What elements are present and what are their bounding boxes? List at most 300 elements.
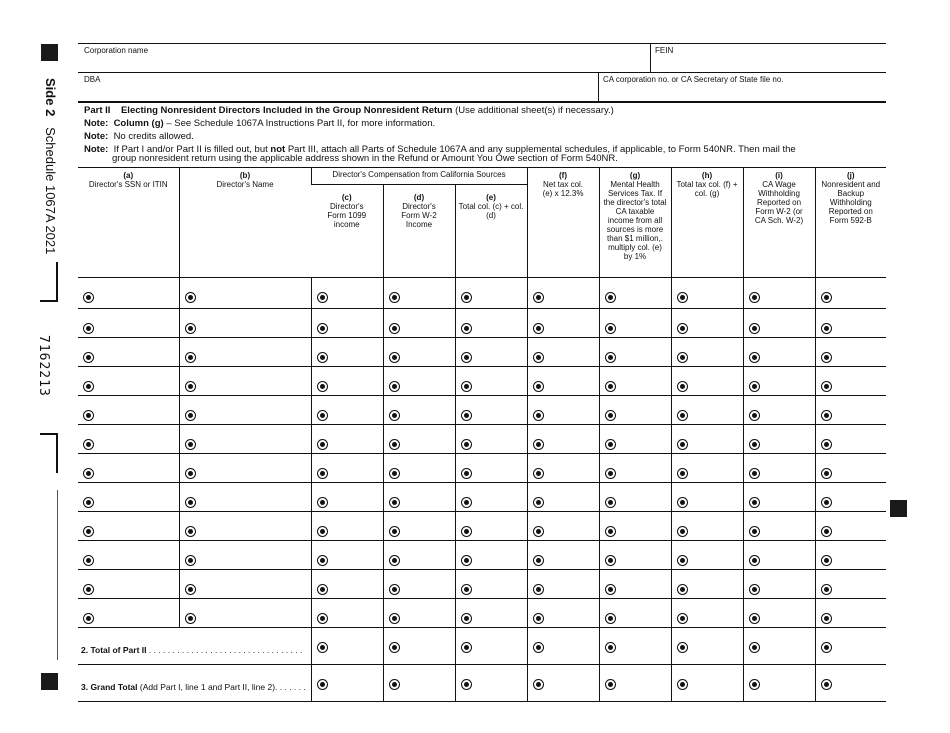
- cell-c[interactable]: [311, 396, 383, 425]
- part2-title: [84, 105, 614, 116]
- field-marker-icon: [185, 381, 196, 392]
- cell-d[interactable]: [383, 483, 455, 512]
- field-marker-icon: [185, 613, 196, 624]
- bracket-top: [40, 262, 58, 302]
- field-marker-icon: [821, 584, 832, 595]
- cell-j[interactable]: [815, 278, 886, 309]
- cell-a[interactable]: [78, 367, 179, 396]
- field-marker-icon: [461, 352, 472, 363]
- field-marker-icon: [185, 555, 196, 566]
- grand-total-row-label: [78, 665, 311, 702]
- field-marker-icon: [605, 526, 616, 537]
- total-cell-d[interactable]: [383, 628, 455, 665]
- cell-h[interactable]: [671, 570, 743, 599]
- cell-g[interactable]: [599, 425, 671, 454]
- field-marker-icon: [317, 555, 328, 566]
- field-marker-icon: [533, 439, 544, 450]
- field-marker-icon: [389, 642, 400, 653]
- field-marker-icon: [749, 526, 760, 537]
- cell-a[interactable]: [78, 512, 179, 541]
- total-cell-i[interactable]: [743, 665, 815, 702]
- cell-b[interactable]: [179, 512, 311, 541]
- side-number: Side 2: [43, 78, 58, 117]
- field-marker-icon: [677, 410, 688, 421]
- total-cell-e[interactable]: [455, 628, 527, 665]
- cell-c[interactable]: [311, 512, 383, 541]
- field-marker-icon: [749, 323, 760, 334]
- field-marker-icon: [461, 526, 472, 537]
- field-marker-icon: [677, 381, 688, 392]
- cell-j[interactable]: [815, 512, 886, 541]
- director-row: [78, 278, 886, 309]
- cell-c[interactable]: [311, 454, 383, 483]
- cell-c[interactable]: [311, 570, 383, 599]
- cell-b[interactable]: [179, 541, 311, 570]
- field-marker-icon: [821, 613, 832, 624]
- cell-d[interactable]: [383, 338, 455, 367]
- field-marker-icon: [533, 642, 544, 653]
- field-marker-icon: [605, 613, 616, 624]
- field-marker-icon: [389, 613, 400, 624]
- col-i-text: CA Wage Withholding Reported on Form W-2 (or CA Sch. W-2): [754, 180, 804, 225]
- field-marker-icon: [749, 292, 760, 303]
- cell-c[interactable]: [311, 599, 383, 628]
- field-marker-icon: [605, 410, 616, 421]
- cell-e[interactable]: [455, 599, 527, 628]
- total-cell-f[interactable]: [527, 665, 599, 702]
- field-marker-icon: [83, 323, 94, 334]
- cell-g[interactable]: [599, 512, 671, 541]
- cell-h[interactable]: [671, 483, 743, 512]
- cell-g[interactable]: [599, 396, 671, 425]
- cell-d[interactable]: [383, 541, 455, 570]
- cell-j[interactable]: [815, 396, 886, 425]
- col-d-text: Director's Form W-2 Income: [401, 202, 437, 229]
- grand-total-row: [78, 665, 886, 702]
- total-label: 2. Total of Part II: [81, 645, 147, 655]
- cell-i[interactable]: [743, 541, 815, 570]
- ca-corp-label: CA corporation no. or CA Secretary of State file no.: [603, 75, 784, 84]
- cell-c[interactable]: [311, 278, 383, 309]
- cell-e[interactable]: [455, 541, 527, 570]
- field-marker-icon: [461, 497, 472, 508]
- fein-divider: [650, 43, 651, 72]
- cell-b[interactable]: [179, 396, 311, 425]
- col-b-text: Director's Name: [216, 180, 274, 189]
- cell-a[interactable]: [78, 599, 179, 628]
- cell-a[interactable]: [78, 278, 179, 309]
- note1-bold: Column (g): [113, 118, 164, 129]
- cell-b[interactable]: [179, 309, 311, 338]
- cell-f[interactable]: [527, 483, 599, 512]
- note-label: Note:: [84, 144, 109, 155]
- total-part2-row: [78, 628, 886, 665]
- field-marker-icon: [749, 642, 760, 653]
- cell-h[interactable]: [671, 338, 743, 367]
- field-marker-icon: [821, 468, 832, 479]
- field-marker-icon: [605, 468, 616, 479]
- field-marker-icon: [83, 497, 94, 508]
- field-marker-icon: [677, 679, 688, 690]
- col-i-header: [743, 167, 815, 278]
- field-marker-icon: [821, 323, 832, 334]
- field-marker-icon: [605, 439, 616, 450]
- field-marker-icon: [317, 468, 328, 479]
- cell-d[interactable]: [383, 278, 455, 309]
- cell-i[interactable]: [743, 338, 815, 367]
- total-cell-j[interactable]: [815, 665, 886, 702]
- director-row: [78, 396, 886, 425]
- field-marker-icon: [317, 642, 328, 653]
- note-label: Note:: [84, 118, 109, 129]
- field-marker-icon: [461, 642, 472, 653]
- field-marker-icon: [461, 381, 472, 392]
- col-f-text: Net tax col. (e) x 12.3%: [542, 180, 584, 198]
- cell-a[interactable]: [78, 425, 179, 454]
- col-f-letter: (f): [559, 171, 568, 180]
- note3-text-b: Part III, attach all Parts of Schedule 1067A and any supplemental schedules, if applicable, to Form 540NR. Then mail the: [287, 144, 796, 155]
- director-row: [78, 570, 886, 599]
- cell-g[interactable]: [599, 541, 671, 570]
- field-marker-icon: [821, 642, 832, 653]
- cell-d[interactable]: [383, 425, 455, 454]
- note3-not: not: [270, 144, 286, 155]
- field-marker-icon: [677, 584, 688, 595]
- cell-b[interactable]: [179, 483, 311, 512]
- cell-e[interactable]: [455, 454, 527, 483]
- cell-f[interactable]: [527, 367, 599, 396]
- cell-a[interactable]: [78, 396, 179, 425]
- director-row: [78, 309, 886, 338]
- cell-e[interactable]: [455, 396, 527, 425]
- field-marker-icon: [821, 555, 832, 566]
- total-cell-h[interactable]: [671, 665, 743, 702]
- col-g-letter: (g): [629, 171, 641, 180]
- field-marker-icon: [533, 497, 544, 508]
- cell-j[interactable]: [815, 483, 886, 512]
- field-marker-icon: [83, 352, 94, 363]
- header-top-rule: [78, 43, 886, 44]
- cell-b[interactable]: [179, 278, 311, 309]
- cell-h[interactable]: [671, 367, 743, 396]
- cell-d[interactable]: [383, 512, 455, 541]
- director-row: [78, 599, 886, 628]
- cell-b[interactable]: [179, 425, 311, 454]
- col-h-text: Total tax col. (f) + col. (g): [676, 180, 738, 198]
- field-marker-icon: [389, 439, 400, 450]
- corp-name-field[interactable]: [84, 46, 644, 55]
- field-marker-icon: [83, 381, 94, 392]
- note-3: [84, 144, 864, 164]
- field-marker-icon: [185, 584, 196, 595]
- cell-b[interactable]: [179, 338, 311, 367]
- cell-g[interactable]: [599, 278, 671, 309]
- cell-j[interactable]: [815, 367, 886, 396]
- cell-f[interactable]: [527, 338, 599, 367]
- field-marker-icon: [533, 352, 544, 363]
- cell-c[interactable]: [311, 367, 383, 396]
- cell-c[interactable]: [311, 541, 383, 570]
- form-code: 7162213: [36, 335, 51, 397]
- registration-mark-top: [41, 44, 58, 61]
- total-cell-g[interactable]: [599, 628, 671, 665]
- field-marker-icon: [83, 292, 94, 303]
- cell-j[interactable]: [815, 309, 886, 338]
- field-marker-icon: [83, 526, 94, 537]
- fein-field[interactable]: [655, 46, 885, 55]
- cell-a[interactable]: [78, 570, 179, 599]
- cell-a[interactable]: [78, 309, 179, 338]
- field-marker-icon: [317, 410, 328, 421]
- field-marker-icon: [317, 292, 328, 303]
- note2-text: No credits allowed.: [113, 131, 194, 142]
- total-dots: . . . . . . . . . . . . . . . . . . . . . . . . . . . . . . . . .: [146, 645, 303, 655]
- field-marker-icon: [533, 468, 544, 479]
- field-marker-icon: [677, 468, 688, 479]
- part-title: Electing Nonresident Directors Included in the Group Nonresident Return: [120, 105, 453, 116]
- cell-i[interactable]: [743, 367, 815, 396]
- cell-h[interactable]: [671, 425, 743, 454]
- cell-g[interactable]: [599, 570, 671, 599]
- col-f-header: [527, 167, 599, 278]
- cell-g[interactable]: [599, 338, 671, 367]
- cell-h[interactable]: [671, 309, 743, 338]
- cell-i[interactable]: [743, 512, 815, 541]
- field-marker-icon: [317, 679, 328, 690]
- field-marker-icon: [317, 323, 328, 334]
- cell-j[interactable]: [815, 541, 886, 570]
- cell-h[interactable]: [671, 512, 743, 541]
- cell-g[interactable]: [599, 454, 671, 483]
- cell-j[interactable]: [815, 425, 886, 454]
- field-marker-icon: [533, 679, 544, 690]
- cell-g[interactable]: [599, 483, 671, 512]
- field-marker-icon: [533, 555, 544, 566]
- cell-i[interactable]: [743, 425, 815, 454]
- cell-i[interactable]: [743, 396, 815, 425]
- field-marker-icon: [461, 584, 472, 595]
- cell-g[interactable]: [599, 599, 671, 628]
- cell-h[interactable]: [671, 278, 743, 309]
- field-marker-icon: [749, 497, 760, 508]
- total-cell-f[interactable]: [527, 628, 599, 665]
- cell-f[interactable]: [527, 599, 599, 628]
- field-marker-icon: [389, 292, 400, 303]
- col-j-header: [815, 167, 886, 278]
- cell-g[interactable]: [599, 367, 671, 396]
- cell-h[interactable]: [671, 396, 743, 425]
- note1-text: – See Schedule 1067A Instructions Part II, for more information.: [166, 118, 436, 129]
- cell-d[interactable]: [383, 309, 455, 338]
- side-rule: [57, 490, 58, 660]
- col-e-letter: (e): [486, 193, 496, 202]
- col-h-header: [671, 167, 743, 278]
- cell-a[interactable]: [78, 338, 179, 367]
- dba-field[interactable]: [84, 75, 594, 84]
- cell-f[interactable]: [527, 512, 599, 541]
- field-marker-icon: [821, 292, 832, 303]
- ca-corp-field[interactable]: [603, 75, 883, 84]
- field-marker-icon: [677, 439, 688, 450]
- side-label: [34, 78, 58, 255]
- bracket-bottom: [40, 433, 58, 473]
- total-cell-e[interactable]: [455, 665, 527, 702]
- cell-f[interactable]: [527, 309, 599, 338]
- director-row: [78, 338, 886, 367]
- cell-f[interactable]: [527, 425, 599, 454]
- field-marker-icon: [821, 352, 832, 363]
- cell-e[interactable]: [455, 309, 527, 338]
- col-i-letter: (i): [775, 171, 783, 180]
- cell-i[interactable]: [743, 454, 815, 483]
- cell-h[interactable]: [671, 454, 743, 483]
- col-e-text: Total col. (c) + col. (d): [458, 202, 524, 220]
- cell-f[interactable]: [527, 454, 599, 483]
- field-marker-icon: [389, 352, 400, 363]
- field-marker-icon: [749, 381, 760, 392]
- col-b-letter: (b): [239, 171, 251, 180]
- cell-j[interactable]: [815, 570, 886, 599]
- note3-continued: group nonresident return using the applicable address shown in the Refund or Amount You Owe section of Form 540NR.: [112, 153, 618, 164]
- cell-i[interactable]: [743, 309, 815, 338]
- total-cell-g[interactable]: [599, 665, 671, 702]
- col-e-header: [455, 185, 527, 278]
- field-marker-icon: [749, 584, 760, 595]
- field-marker-icon: [749, 468, 760, 479]
- director-row: [78, 512, 886, 541]
- field-marker-icon: [461, 439, 472, 450]
- cell-e[interactable]: [455, 483, 527, 512]
- cell-c[interactable]: [311, 338, 383, 367]
- cell-c[interactable]: [311, 425, 383, 454]
- cell-e[interactable]: [455, 367, 527, 396]
- field-marker-icon: [605, 642, 616, 653]
- field-marker-icon: [461, 410, 472, 421]
- cell-c[interactable]: [311, 483, 383, 512]
- cell-i[interactable]: [743, 570, 815, 599]
- cell-g[interactable]: [599, 309, 671, 338]
- director-row: [78, 425, 886, 454]
- field-marker-icon: [389, 410, 400, 421]
- total-cell-c[interactable]: [311, 665, 383, 702]
- cell-b[interactable]: [179, 570, 311, 599]
- field-marker-icon: [317, 439, 328, 450]
- col-d-letter: (d): [413, 193, 425, 202]
- cell-f[interactable]: [527, 278, 599, 309]
- cell-d[interactable]: [383, 570, 455, 599]
- cell-b[interactable]: [179, 454, 311, 483]
- field-marker-icon: [83, 468, 94, 479]
- field-marker-icon: [605, 555, 616, 566]
- field-marker-icon: [677, 642, 688, 653]
- field-marker-icon: [461, 555, 472, 566]
- fein-label: FEIN: [655, 46, 674, 55]
- cell-c[interactable]: [311, 309, 383, 338]
- registration-mark-right: [890, 500, 907, 517]
- field-marker-icon: [821, 526, 832, 537]
- field-marker-icon: [749, 555, 760, 566]
- cell-d[interactable]: [383, 454, 455, 483]
- field-marker-icon: [317, 497, 328, 508]
- compensation-header: [311, 167, 527, 185]
- cell-b[interactable]: [179, 599, 311, 628]
- total-cell-h[interactable]: [671, 628, 743, 665]
- field-marker-icon: [317, 526, 328, 537]
- cell-h[interactable]: [671, 541, 743, 570]
- field-marker-icon: [461, 613, 472, 624]
- cell-f[interactable]: [527, 541, 599, 570]
- col-g-text: Mental Health Services Tax. If the director's total CA taxable income from all sources is more than $1 million,. multiply col. (e) by 1%: [603, 180, 667, 261]
- field-marker-icon: [83, 613, 94, 624]
- total-cell-d[interactable]: [383, 665, 455, 702]
- registration-mark-bottom: [41, 673, 58, 690]
- col-a-letter: (a): [123, 171, 134, 180]
- field-marker-icon: [677, 292, 688, 303]
- cell-a[interactable]: [78, 454, 179, 483]
- field-marker-icon: [389, 468, 400, 479]
- cell-a[interactable]: [78, 483, 179, 512]
- cell-i[interactable]: [743, 278, 815, 309]
- directors-table: [78, 167, 886, 702]
- cell-f[interactable]: [527, 570, 599, 599]
- cell-j[interactable]: [815, 454, 886, 483]
- field-marker-icon: [185, 526, 196, 537]
- cell-e[interactable]: [455, 338, 527, 367]
- cell-d[interactable]: [383, 367, 455, 396]
- field-marker-icon: [821, 679, 832, 690]
- director-row: [78, 454, 886, 483]
- field-marker-icon: [749, 613, 760, 624]
- total-cell-i[interactable]: [743, 628, 815, 665]
- cell-j[interactable]: [815, 338, 886, 367]
- cell-f[interactable]: [527, 396, 599, 425]
- field-marker-icon: [605, 497, 616, 508]
- total-cell-c[interactable]: [311, 628, 383, 665]
- cell-d[interactable]: [383, 396, 455, 425]
- col-c-text: Director's Form 1099 income: [327, 202, 367, 229]
- cell-e[interactable]: [455, 570, 527, 599]
- field-marker-icon: [821, 439, 832, 450]
- cell-i[interactable]: [743, 483, 815, 512]
- cell-e[interactable]: [455, 512, 527, 541]
- corp-name-label: Corporation name: [84, 46, 149, 55]
- cell-i[interactable]: [743, 599, 815, 628]
- field-marker-icon: [317, 584, 328, 595]
- field-marker-icon: [533, 323, 544, 334]
- field-marker-icon: [677, 526, 688, 537]
- field-marker-icon: [605, 352, 616, 363]
- total-cell-j[interactable]: [815, 628, 886, 665]
- cell-b[interactable]: [179, 367, 311, 396]
- cell-d[interactable]: [383, 599, 455, 628]
- field-marker-icon: [461, 323, 472, 334]
- director-row: [78, 483, 886, 512]
- field-marker-icon: [821, 497, 832, 508]
- col-d-header: [383, 185, 455, 278]
- field-marker-icon: [185, 323, 196, 334]
- cell-j[interactable]: [815, 599, 886, 628]
- field-marker-icon: [83, 555, 94, 566]
- field-marker-icon: [185, 292, 196, 303]
- cell-a[interactable]: [78, 541, 179, 570]
- field-marker-icon: [821, 410, 832, 421]
- field-marker-icon: [677, 323, 688, 334]
- cell-e[interactable]: [455, 425, 527, 454]
- cell-e[interactable]: [455, 278, 527, 309]
- cell-h[interactable]: [671, 599, 743, 628]
- header-mid-rule: [78, 72, 886, 73]
- col-j-letter: (j): [846, 171, 855, 180]
